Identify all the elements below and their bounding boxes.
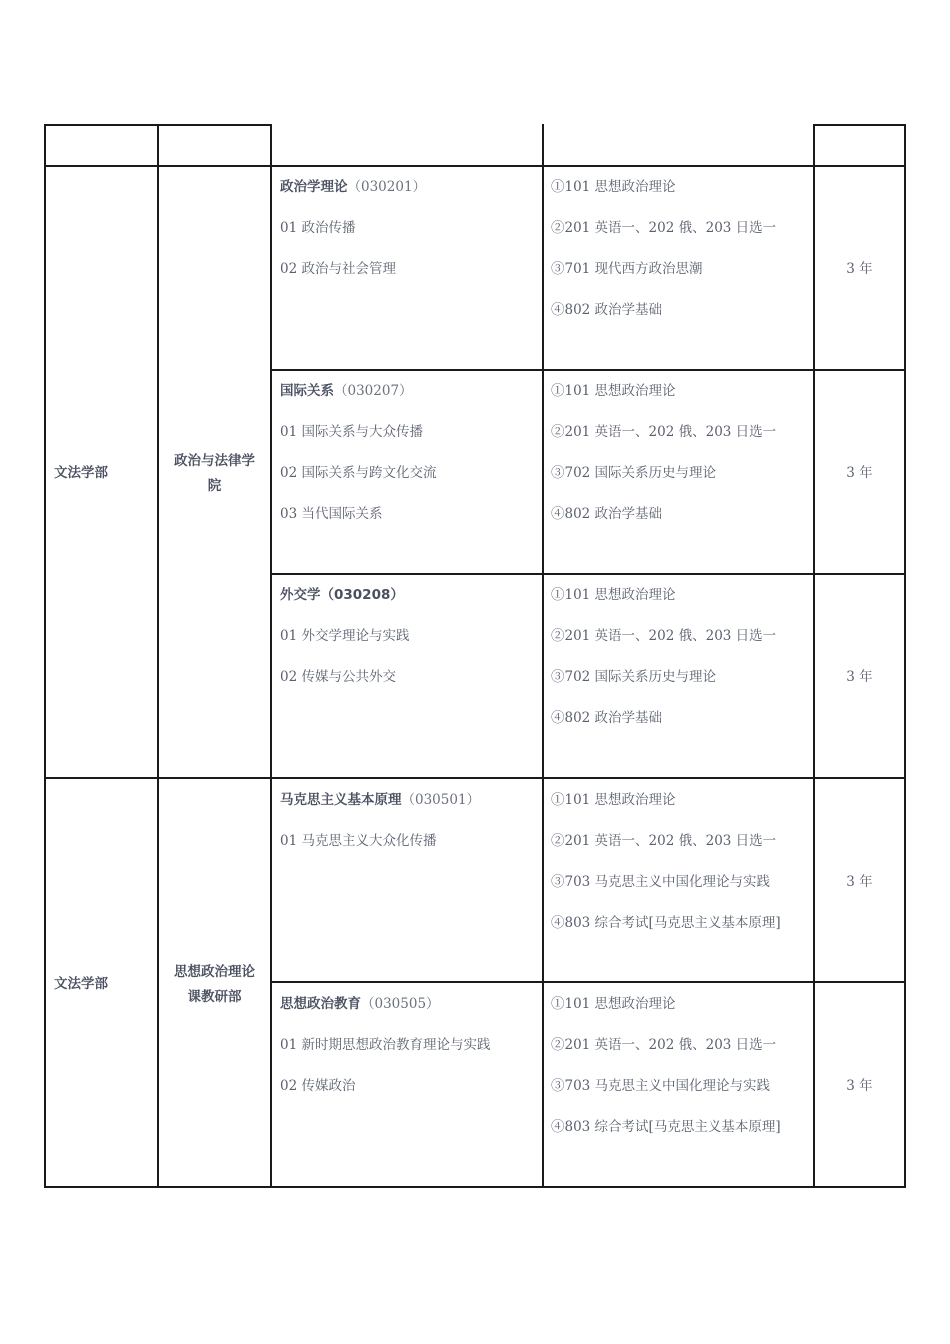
row-border-major-2 [270,573,906,575]
row-border-bottom [44,1186,906,1188]
exam-item: ③701 现代西方政治思潮 [551,261,703,277]
major-name: 马克思主义基本原理 [280,792,402,808]
direction-item: 02 传媒与公共外交 [280,669,396,685]
college-line: 课教研部 [187,989,242,1005]
direction-item: 01 马克思主义大众化传播 [280,833,437,849]
exam-item: ④802 政治学基础 [551,302,663,318]
direction-item: 02 国际关系与跨文化交流 [280,465,437,481]
major-code: （030201） [347,179,427,195]
direction-item: 02 政治与社会管理 [280,261,396,277]
duration-cell: 3 年 [846,669,873,685]
major-title [280,382,413,400]
duration-cell: 3 年 [846,874,873,890]
exam-item: ④803 综合考试[马克思主义基本原理] [551,915,781,931]
major-title [280,178,426,196]
duration-cell: 3 年 [846,1078,873,1094]
exam-item: ③702 国际关系历史与理论 [551,465,717,481]
exam-item: ②201 英语一、202 俄、203 日选一 [551,1037,777,1053]
major-title [280,791,480,809]
exam-item: ②201 英语一、202 俄、203 日选一 [551,424,777,440]
exam-item: ②201 英语一、202 俄、203 日选一 [551,220,777,236]
row-border-top-right [814,124,906,126]
row-border-header-bottom [44,165,906,167]
duration-cell: 3 年 [846,465,873,481]
exam-item: ②201 英语一、202 俄、203 日选一 [551,628,777,644]
row-border-section [44,777,906,779]
major-title [280,995,440,1013]
exam-item: ①101 思想政治理论 [551,179,676,195]
col-border-1 [157,124,159,1188]
department-cell: 文法学部 [54,465,108,481]
major-name: 外交学（030208） [280,587,404,603]
major-title [280,586,404,604]
college-line: 思想政治理论 [174,964,255,980]
exam-item: ③702 国际关系历史与理论 [551,669,717,685]
direction-item: 01 国际关系与大众传播 [280,424,423,440]
col-border-2 [270,124,272,1188]
duration-cell: 3 年 [846,261,873,277]
col-border-3 [542,124,544,1188]
direction-item: 01 新时期思想政治教育理论与实践 [280,1037,491,1053]
major-code: （030207） [334,383,413,399]
exam-item: ④802 政治学基础 [551,710,663,726]
college-line: 院 [207,478,222,494]
exam-item: ①101 思想政治理论 [551,792,676,808]
exam-item: ①101 思想政治理论 [551,383,676,399]
col-border-4 [813,124,815,1188]
col-border-0 [44,124,46,1188]
exam-item: ④802 政治学基础 [551,506,663,522]
exam-item: ①101 思想政治理论 [551,996,676,1012]
exam-item: ②201 英语一、202 俄、203 日选一 [551,833,777,849]
col-border-5 [904,124,906,1188]
major-code: （030505） [361,996,440,1012]
college-line: 政治与法律学 [174,453,255,469]
exam-item: ③703 马克思主义中国化理论与实践 [551,1078,771,1094]
department-cell: 文法学部 [54,976,108,992]
row-border-major-1 [270,369,906,371]
exam-item: ①101 思想政治理论 [551,587,676,603]
direction-item: 01 外交学理论与实践 [280,628,410,644]
major-name: 思想政治教育 [280,996,361,1012]
major-name: 政治学理论 [280,179,348,195]
major-name: 国际关系 [280,383,334,399]
direction-item: 03 当代国际关系 [280,506,383,522]
direction-item: 01 政治传播 [280,220,356,236]
exam-item: ③703 马克思主义中国化理论与实践 [551,874,771,890]
major-code: （030501） [401,792,481,808]
exam-item: ④803 综合考试[马克思主义基本原理] [551,1119,781,1135]
direction-item: 02 传媒政治 [280,1078,356,1094]
row-border-major-4 [270,981,906,983]
